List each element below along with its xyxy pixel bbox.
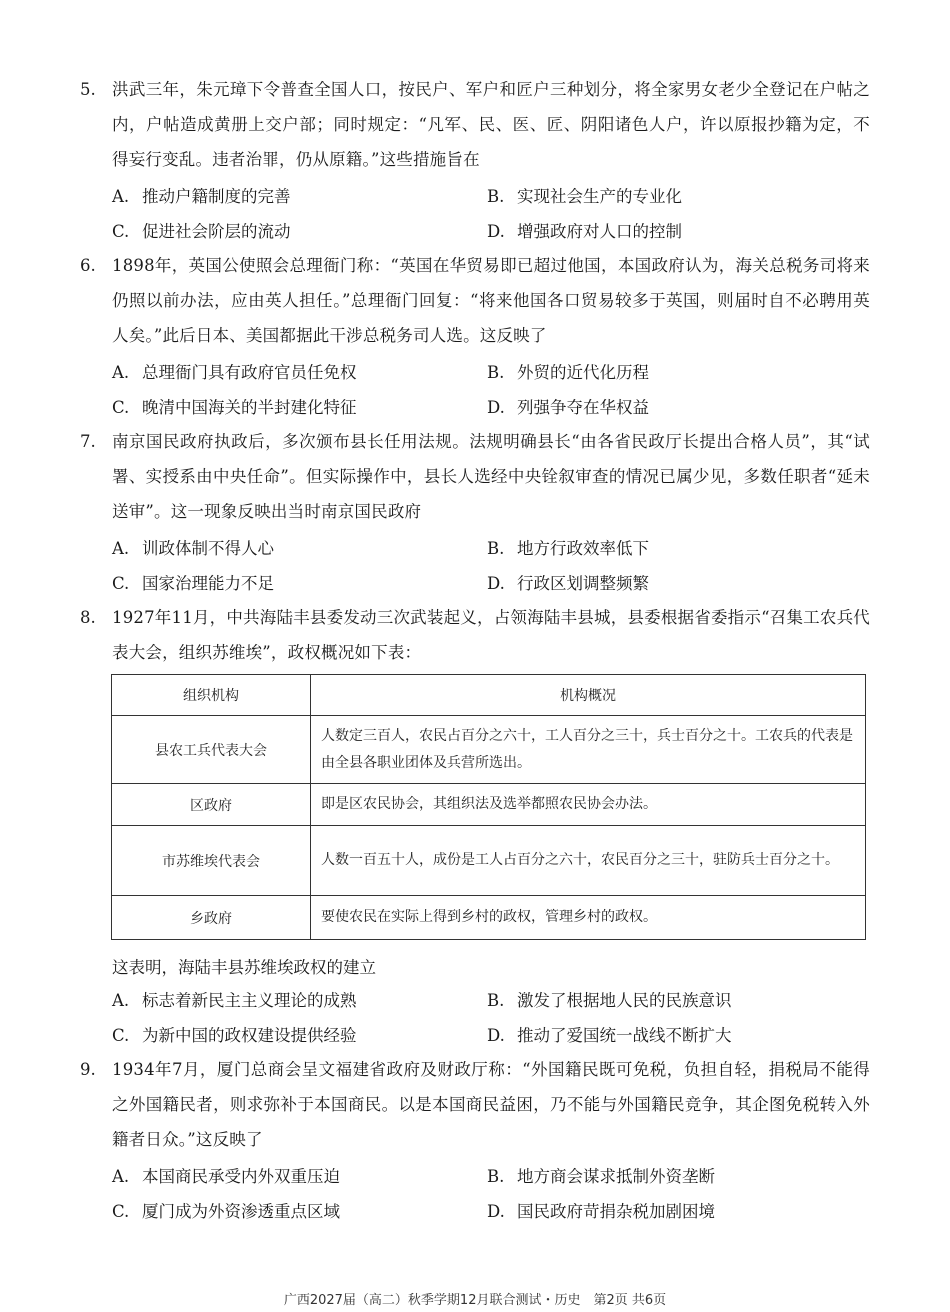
option-a[interactable]	[112, 1159, 487, 1194]
option-text: 地方行政效率低下	[517, 539, 649, 558]
option-a[interactable]	[112, 531, 487, 566]
question-number: 5.	[80, 80, 96, 99]
question-number: 8.	[80, 608, 96, 627]
option-b[interactable]	[487, 983, 867, 1018]
option-c[interactable]	[112, 390, 487, 425]
option-label: D.	[487, 398, 505, 417]
page-footer: 广西2027届（高二）秋季学期12月联合测试・历史 第2页 共6页	[283, 1293, 667, 1308]
option-label: B.	[487, 363, 505, 382]
table-cell-description: 人数定三百人，农民占百分之六十，工人百分之三十，兵士百分之十。工农兵的代表是由全县各职业团体及兵营所选出。	[311, 716, 866, 784]
option-a[interactable]	[112, 355, 487, 390]
table-cell-organization: 县农工兵代表大会	[112, 716, 311, 784]
question-8-followup: 这表明，海陆丰县苏维埃政权的建立	[112, 958, 376, 977]
options	[112, 355, 870, 425]
question-number: 7.	[80, 432, 96, 451]
option-label: A.	[112, 1167, 130, 1186]
option-text: 列强争夺在华权益	[517, 398, 649, 417]
table-row	[112, 784, 866, 826]
option-text: 推动了爱国统一战线不断扩大	[517, 1026, 732, 1045]
option-c[interactable]	[112, 1194, 487, 1229]
option-text: 外贸的近代化历程	[517, 363, 649, 382]
option-text: 厦门成为外资渗透重点区域	[142, 1202, 340, 1221]
question-stem: 1934年7月，厦门总商会呈文福建省政府及财政厅称：“外国籍民既可免税，负担自轻，捐税局不能得之外国籍民者，则求弥补于本国商民。以是本国商民益困，乃不能与外国籍民竞争，其企图免税转入外籍者日众。”这反映了	[112, 1060, 870, 1149]
option-text: 促进社会阶层的流动	[142, 222, 291, 241]
option-text: 增强政府对人口的控制	[517, 222, 682, 241]
option-a[interactable]	[112, 179, 487, 214]
option-text: 地方商会谋求抵制外资垄断	[517, 1167, 715, 1186]
option-d[interactable]	[487, 1018, 867, 1053]
options	[112, 179, 870, 249]
question-stem: 南京国民政府执政后，多次颁布县长任用法规。法规明确县长“由各省民政厅长提出合格人员”，其“试署、实授系由中央任命”。但实际操作中，县长人选经中央铨叙审查的情况已属少见，多数任职者“延未送审”。这一现象反映出当时南京国民政府	[112, 432, 870, 521]
soviet-organization-table	[111, 674, 866, 940]
option-label: A.	[112, 539, 130, 558]
option-text: 训政体制不得人心	[142, 539, 274, 558]
option-label: C.	[112, 398, 130, 417]
option-label: D.	[487, 574, 505, 593]
option-text: 行政区划调整频繁	[517, 574, 649, 593]
question-6	[80, 248, 870, 425]
option-text: 国民政府苛捐杂税加剧困境	[517, 1202, 715, 1221]
option-label: D.	[487, 1202, 505, 1221]
option-text: 推动户籍制度的完善	[142, 187, 291, 206]
option-d[interactable]	[487, 390, 867, 425]
option-label: D.	[487, 222, 505, 241]
option-a[interactable]	[112, 983, 487, 1018]
option-label: D.	[487, 1026, 505, 1045]
option-text: 总理衙门具有政府官员任免权	[142, 363, 357, 382]
table-row	[112, 896, 866, 940]
option-text: 标志着新民主主义理论的成熟	[142, 991, 357, 1010]
option-label: C.	[112, 1026, 130, 1045]
table-row	[112, 716, 866, 784]
option-c[interactable]	[112, 566, 487, 601]
table-cell-description: 要使农民在实际上得到乡村的政权，管理乡村的政权。	[311, 896, 866, 940]
question-stem: 洪武三年，朱元璋下令普查全国人口，按民户、军户和匠户三种划分，将全家男女老少全登记在户帖之内，户帖造成黄册上交户部；同时规定：“凡军、民、医、匠、阴阳诸色人户，许以原报抄籍为定，不得妄行变乱。违者治罪，仍从原籍。”这些措施旨在	[112, 80, 870, 169]
option-b[interactable]	[487, 179, 867, 214]
question-9	[80, 1052, 870, 1229]
question-stem: 1927年11月，中共海陆丰县委发动三次武装起义，占领海陆丰县城，县委根据省委指示“召集工农兵代表大会，组织苏维埃”，政权概况如下表：	[112, 608, 870, 662]
table-header: 机构概况	[311, 675, 866, 716]
question-number: 9.	[80, 1060, 96, 1079]
option-label: A.	[112, 991, 130, 1010]
table-header-row	[112, 675, 866, 716]
table-cell-description: 即是区农民协会，其组织法及选举都照农民协会办法。	[311, 784, 866, 826]
option-b[interactable]	[487, 531, 867, 566]
option-label: A.	[112, 363, 130, 382]
option-text: 激发了根据地人民的民族意识	[517, 991, 732, 1010]
option-d[interactable]	[487, 214, 867, 249]
question-stem: 1898年，英国公使照会总理衙门称：“英国在华贸易即已超过他国，本国政府认为，海关总税务司将来仍照以前办法，应由英人担任。”总理衙门回复：“将来他国各口贸易较多于英国，则届时自不必聘用英人矣。”此后日本、美国都据此干涉总税务司人选。这反映了	[112, 256, 870, 345]
option-label: C.	[112, 222, 130, 241]
option-text: 实现社会生产的专业化	[517, 187, 682, 206]
question-number: 6.	[80, 256, 96, 275]
table-row	[112, 826, 866, 896]
option-d[interactable]	[487, 1194, 867, 1229]
options	[112, 983, 867, 1053]
question-5	[80, 72, 870, 249]
table-cell-organization: 市苏维埃代表会	[112, 826, 311, 896]
option-b[interactable]	[487, 355, 867, 390]
options	[112, 1159, 870, 1229]
option-text: 国家治理能力不足	[142, 574, 274, 593]
table-cell-description: 人数一百五十人，成份是工人占百分之六十，农民百分之三十，驻防兵士百分之十。	[311, 826, 866, 896]
option-text: 本国商民承受内外双重压迫	[142, 1167, 340, 1186]
option-label: B.	[487, 539, 505, 558]
options	[112, 531, 870, 601]
question-8	[80, 600, 870, 670]
option-c[interactable]	[112, 214, 487, 249]
option-label: B.	[487, 1167, 505, 1186]
question-7	[80, 424, 870, 601]
option-label: A.	[112, 187, 130, 206]
option-text: 晚清中国海关的半封建化特征	[142, 398, 357, 417]
option-label: B.	[487, 187, 505, 206]
option-label: C.	[112, 574, 130, 593]
table-cell-organization: 乡政府	[112, 896, 311, 940]
option-label: B.	[487, 991, 505, 1010]
table-cell-organization: 区政府	[112, 784, 311, 826]
option-text: 为新中国的政权建设提供经验	[142, 1026, 357, 1045]
option-d[interactable]	[487, 566, 867, 601]
option-label: C.	[112, 1202, 130, 1221]
option-b[interactable]	[487, 1159, 867, 1194]
table-header: 组织机构	[112, 675, 311, 716]
option-c[interactable]	[112, 1018, 487, 1053]
